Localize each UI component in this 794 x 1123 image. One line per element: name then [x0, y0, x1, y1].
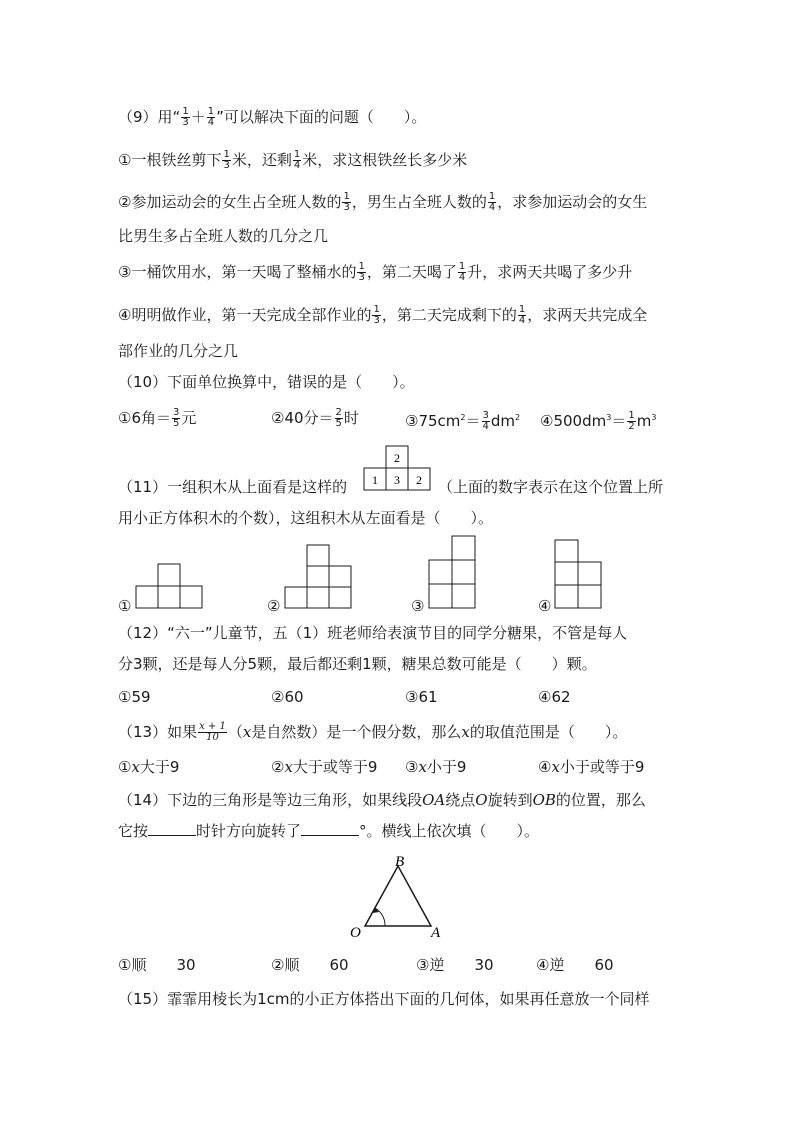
blank-angle[interactable]	[301, 823, 359, 836]
q13-option-2: ②x大于或等于9	[271, 758, 378, 776]
q10-option-4: $④500dm^3=$ $\frac{1}{2}$ $m^3$	[540, 410, 657, 432]
q12-line1: （12）“六一”儿童节，五（1）班老师给表演节目的同学分糖果，不管是每人	[118, 624, 628, 642]
q14-option-2: ②顺 60	[271, 956, 349, 974]
q11-option-1-label: ①	[118, 597, 132, 615]
q11-top-view-grid	[363, 445, 433, 491]
q11-stem-pre: （11）一组积木从上面看是这样的	[118, 478, 348, 496]
q10-option-1: ①6角＝ $\frac{3}{5}$ 元	[118, 407, 197, 429]
q13-option-3: ③x小于9	[405, 758, 467, 776]
q10-option-2: ②40分＝ $\frac{2}{5}$ 时	[271, 407, 359, 429]
q9-option-3: ③一桶饮用水，第一天喝了整桶水的 $\frac{1}{3}$ ，第二天喝了 $\frac{1}{4}$ 升，求两天共喝了多少升	[118, 261, 633, 283]
q12-line2: 分3颗，还是每人分5颗，最后都还剩1颗，糖果总数可能是（ ）颗。	[118, 655, 597, 673]
q9-option-1: ①一根铁丝剪下 $\frac{1}{3}$ 米，还剩 $\frac{1}{4}$ 米，求这根铁丝长多少米	[118, 149, 468, 171]
q9-option-4-line2: 部作业的几分之几	[118, 342, 239, 360]
q9-option-2-line2: 比男生多占全班人数的几分之几	[118, 227, 329, 245]
q12-option-4: ④62	[538, 688, 571, 706]
q11-stem-post: （上面的数字表示在这个位置上所	[438, 478, 664, 496]
q11-option-3-figure	[428, 535, 476, 609]
q12-option-1: ①59	[118, 688, 151, 706]
q11-option-4-label: ④	[538, 597, 552, 615]
q9-option-4: ④明明做作业，第一天完成全部作业的 $\frac{1}{3}$ ，第二天完成剩下的 $\frac{1}{4}$ ，求两天共完成全	[118, 304, 648, 326]
q11-stem-line2: 用小正方体积木的个数），这组积木从左面看是（ ）。	[118, 509, 494, 527]
q13-option-4: ④x小于或等于9	[538, 758, 645, 776]
label-b: B	[395, 854, 405, 870]
q13-stem: （13）如果 $\frac{x + 1}{10}$ （x是自然数）是一个假分数，那么x的取值范围是（ ）。	[118, 721, 628, 743]
label-o: O	[350, 925, 361, 941]
q10-option-3: $③75cm^2=$ $\frac{3}{4}$ $dm^2$	[405, 410, 521, 432]
grid-cell-middle: 3	[394, 473, 400, 487]
q13-option-1: ①x大于9	[118, 758, 180, 776]
grid-cell-left: 1	[372, 473, 378, 487]
q11-option-3-label: ③	[411, 597, 425, 615]
q14-line1: （14）下边的三角形是等边三角形，如果线段OA绕点O旋转到OB的位置，那么	[118, 791, 646, 809]
q11-option-2-figure	[284, 544, 352, 610]
label-a: A	[431, 925, 441, 941]
q10-stem: （10）下面单位换算中，错误的是（ ）。	[118, 373, 415, 391]
q11-option-2-label: ②	[267, 597, 281, 615]
q14-triangle-figure	[345, 852, 445, 942]
q11-option-4-figure	[554, 539, 602, 609]
grid-cell-right: 2	[416, 473, 422, 487]
q15-line1: （15）霏霏用棱长为1cm的小正方体搭出下面的几何体，如果再任意放一个同样	[118, 990, 650, 1008]
grid-cell-top: 2	[394, 451, 400, 465]
blank-direction[interactable]	[148, 823, 196, 836]
q12-option-3: ③61	[405, 688, 438, 706]
q14-option-3: ③逆 30	[416, 956, 494, 974]
q9-stem: （9）用“ $\frac{1}{3}$ ＋ $\frac{1}{4}$ ”可以解决下面的问题（ ）。	[118, 106, 427, 128]
q14-line2: 它按 时针方向旋转了 °。横线上依次填（ ）。	[118, 822, 540, 840]
q11-option-1-figure	[135, 563, 203, 609]
q14-option-1: ①顺 30	[118, 956, 196, 974]
q12-option-2: ②60	[271, 688, 304, 706]
q14-option-4: ④逆 60	[536, 956, 614, 974]
q9-option-2: ②参加运动会的女生占全班人数的 $\frac{1}{3}$ ，男生占全班人数的 $\frac{1}{4}$ ，求参加运动会的女生	[118, 191, 648, 213]
